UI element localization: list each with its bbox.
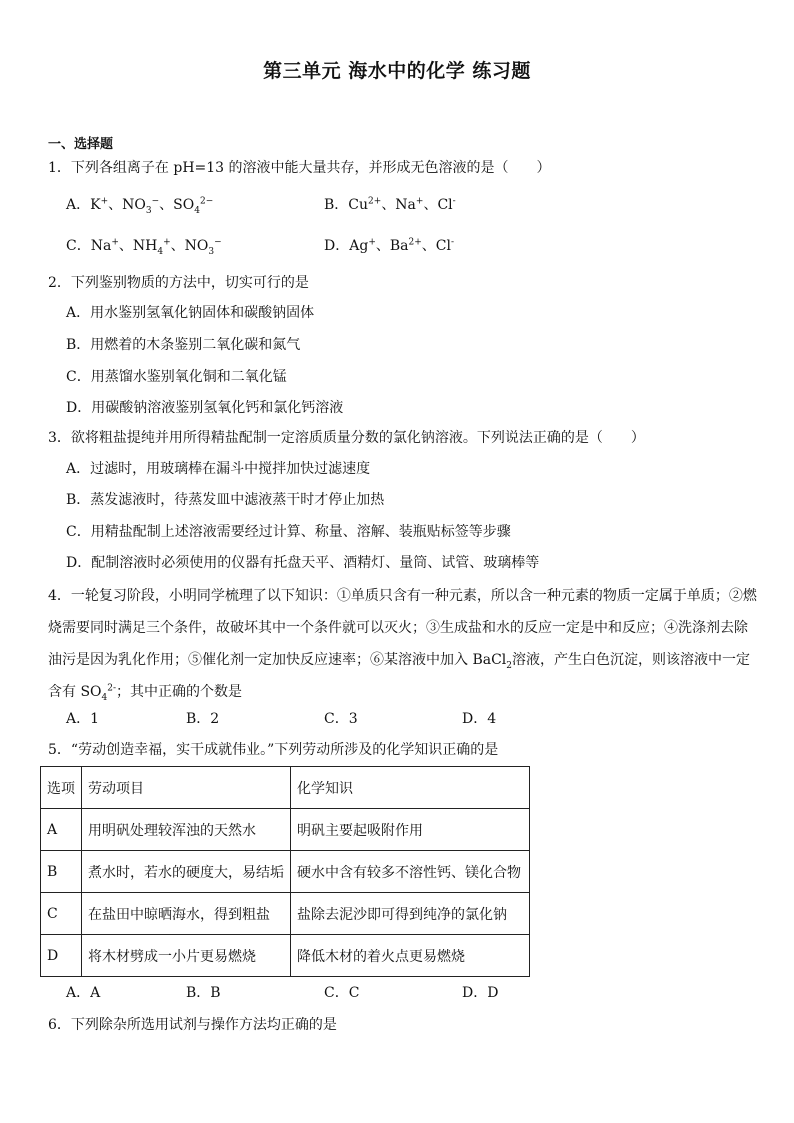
table-cell: C: [41, 893, 82, 935]
question-3-option-d: D．配制溶液时必须使用的仪器有托盘天平、酒精灯、量筒、试管、玻璃棒等: [66, 555, 540, 571]
question-4-stem: 4．一轮复习阶段，小明同学梳理了以下知识：①单质只含有一种元素，所以含一种元素的物质一定属于单质；②燃烧需要同时满足三个条件，故破坏其中一个条件就可以灭火；③生成盐和水的反应一定是中和反应；④洗涤剂去除油污是因为乳化作用；⑤催化剂一定加快反应速率；⑥某溶液中加入 BaCl$_2$溶液，产生白色沉淀，则该溶液中一定含有 $SO_4^{2-}$；其中正确的个数是: [48, 588, 757, 703]
table-header-cell: 劳动项目: [82, 767, 291, 809]
table-cell: 降低木材的着火点更易燃烧: [291, 935, 530, 977]
question-5-option-a: A．A: [66, 985, 101, 1001]
table-row: [41, 935, 530, 977]
question-1-option-a: A．K+、$NO_3^-$、$SO_4^{2-}$: [66, 196, 214, 216]
question-3-option-b: B．蒸发滤液时，待蒸发皿中滤液蒸干时才停止加热: [66, 492, 385, 508]
question-1-option-b: B．$Cu^{2+}$、Na+、Cl-: [324, 196, 456, 213]
table-cell: 用明矾处理较浑浊的天然水: [82, 809, 291, 851]
table-cell: 明矾主要起吸附作用: [291, 809, 530, 851]
question-1-stem: 1．下列各组离子在 pH=13 的溶液中能大量共存，并形成无色溶液的是（ ）: [48, 160, 551, 176]
table-cell: 硬水中含有较多不溶性钙、镁化合物: [291, 851, 530, 893]
question-1-option-d: D．Ag+、$Ba^{2+}$、Cl-: [324, 237, 455, 254]
question-4-option-b: B．2: [186, 711, 220, 727]
table-row: [41, 893, 530, 935]
question-2-option-a: A．用水鉴别氢氧化钠固体和碳酸钠固体: [66, 305, 315, 321]
question-2-option-d: D．用碳酸钠溶液鉴别氢氧化钙和氯化钙溶液: [66, 400, 344, 416]
question-2-stem: 2．下列鉴别物质的方法中，切实可行的是: [48, 275, 309, 291]
question-4-option-c: C．3: [324, 711, 358, 727]
question-5-option-d: D．D: [462, 985, 499, 1001]
table-cell: A: [41, 809, 82, 851]
table-cell: 在盐田中晾晒海水，得到粗盐: [82, 893, 291, 935]
question-3-option-a: A．过滤时，用玻璃棒在漏斗中搅拌加快过滤速度: [66, 461, 371, 477]
table-row: [41, 851, 530, 893]
question-3-stem: 3．欲将粗盐提纯并用所得精盐配制一定溶质质量分数的氯化钠溶液。下列说法正确的是（ ）: [48, 430, 645, 446]
table-row: [41, 809, 530, 851]
question-3-option-c: C．用精盐配制上述溶液需要经过计算、称量、溶解、装瓶贴标签等步骤: [66, 524, 511, 540]
section-heading: 一、选择题: [48, 137, 114, 152]
question-5-option-c: C．C: [324, 985, 360, 1001]
question-6-stem: 6．下列除杂所选用试剂与操作方法均正确的是: [48, 1017, 337, 1033]
table-cell: D: [41, 935, 82, 977]
question-2-option-c: C．用蒸馏水鉴别氧化铜和二氧化锰: [66, 369, 287, 385]
page-title: 第三单元 海水中的化学 练习题: [263, 60, 531, 82]
question-5-option-b: B．B: [186, 985, 221, 1001]
table-cell: 将木材劈成一小片更易燃烧: [82, 935, 291, 977]
table-header-cell: 化学知识: [291, 767, 530, 809]
question-1-option-c: C．Na+、$NH_4^+$、$NO_3^-$: [66, 237, 222, 257]
question-4-option-a: A．1: [66, 711, 100, 727]
question-5-table: [40, 766, 530, 977]
table-header-row: [41, 767, 530, 809]
table-cell: B: [41, 851, 82, 893]
question-4-option-d: D．4: [462, 711, 497, 727]
table-cell: 盐除去泥沙即可得到纯净的氯化钠: [291, 893, 530, 935]
question-2-option-b: B．用燃着的木条鉴别二氧化碳和氮气: [66, 337, 301, 353]
question-5-stem: 5．“劳动创造幸福，实干成就伟业。”下列劳动所涉及的化学知识正确的是: [48, 742, 499, 758]
table-cell: 煮水时，若水的硬度大，易结垢: [82, 851, 291, 893]
table-header-cell: 选项: [41, 767, 82, 809]
